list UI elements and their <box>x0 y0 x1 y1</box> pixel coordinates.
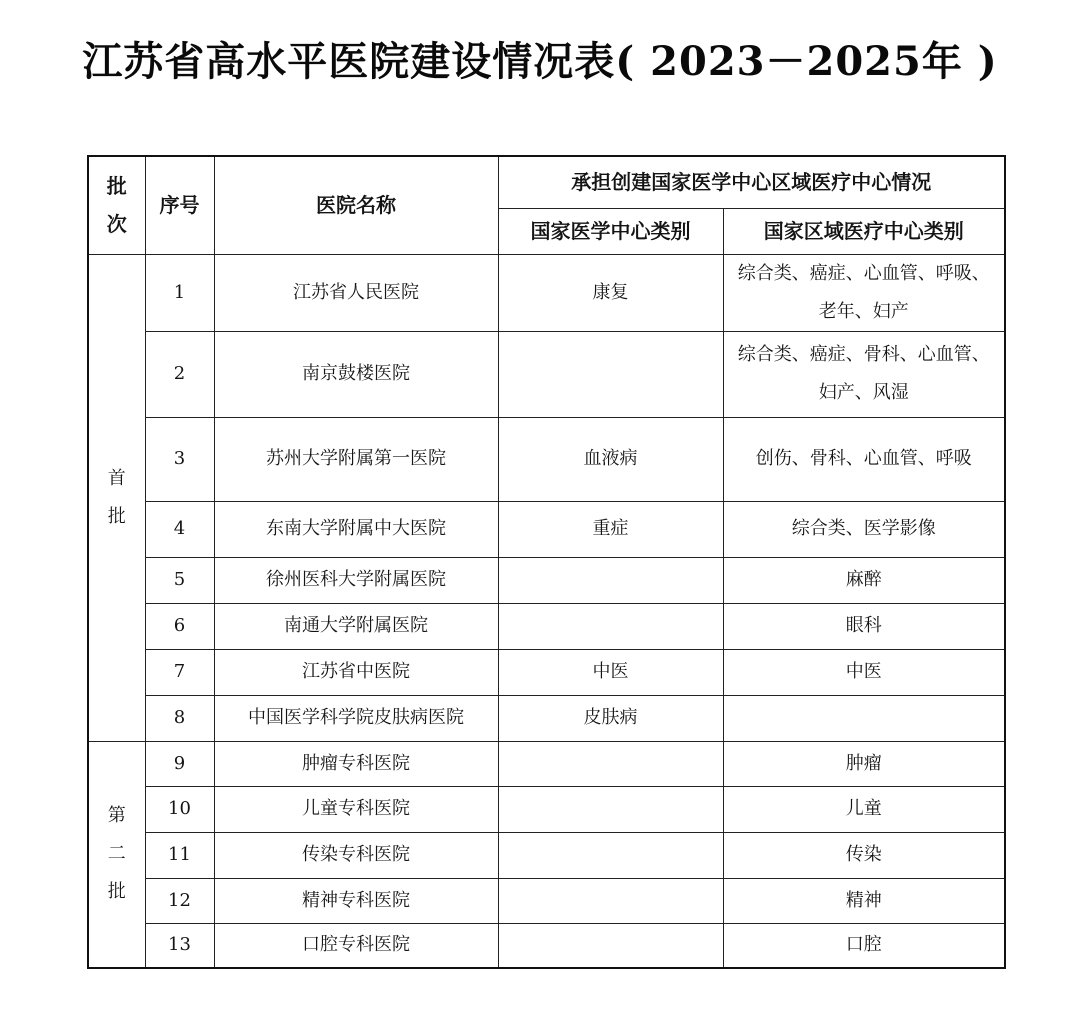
hospital-name-cell: 江苏省中医院 <box>214 649 498 695</box>
batch-label-char: 二 <box>107 843 126 865</box>
national-center-cell <box>498 741 723 786</box>
table-row <box>88 832 1005 878</box>
hospital-table <box>87 155 1006 969</box>
seq-cell: 8 <box>145 695 214 741</box>
seq-cell: 4 <box>145 501 214 557</box>
national-center-cell <box>498 832 723 878</box>
national-center-cell: 皮肤病 <box>498 695 723 741</box>
batch-label-char: 第 <box>107 805 126 827</box>
regional-center-cell: 创伤、骨科、心血管、呼吸 <box>723 417 1005 501</box>
regional-center-cell: 精神 <box>723 878 1005 923</box>
regional-center-cell <box>723 695 1005 741</box>
table-row <box>88 649 1005 695</box>
national-center-cell: 血液病 <box>498 417 723 501</box>
table-row <box>88 741 1005 786</box>
table-row <box>88 417 1005 501</box>
regional-center-cell: 眼科 <box>723 603 1005 649</box>
regional-center-cell: 综合类、医学影像 <box>723 501 1005 557</box>
table-body <box>88 254 1005 968</box>
table-row <box>88 786 1005 832</box>
national-center-cell <box>498 786 723 832</box>
hospital-name-cell: 肿瘤专科医院 <box>214 741 498 786</box>
table-row <box>88 695 1005 741</box>
seq-cell: 11 <box>145 832 214 878</box>
national-center-cell <box>498 603 723 649</box>
header-national-center: 国家医学中心类别 <box>498 208 723 254</box>
batch-label <box>88 254 145 741</box>
table-row <box>88 603 1005 649</box>
hospital-name-cell: 徐州医科大学附属医院 <box>214 557 498 603</box>
hospital-name-cell: 儿童专科医院 <box>214 786 498 832</box>
batch-label-char: 批 <box>107 505 126 527</box>
table-row <box>88 923 1005 968</box>
table-row <box>88 254 1005 331</box>
national-center-cell: 重症 <box>498 501 723 557</box>
hospital-name-cell: 中国医学科学院皮肤病医院 <box>214 695 498 741</box>
batch-label <box>88 741 145 968</box>
regional-center-cell: 传染 <box>723 832 1005 878</box>
seq-cell: 9 <box>145 741 214 786</box>
seq-cell: 6 <box>145 603 214 649</box>
table-row <box>88 557 1005 603</box>
national-center-cell: 中医 <box>498 649 723 695</box>
table-row <box>88 878 1005 923</box>
regional-center-cell: 口腔 <box>723 923 1005 968</box>
seq-cell: 13 <box>145 923 214 968</box>
seq-cell: 2 <box>145 331 214 417</box>
regional-center-cell: 麻醉 <box>723 557 1005 603</box>
hospital-name-cell: 江苏省人民医院 <box>214 254 498 331</box>
hospital-name-cell: 精神专科医院 <box>214 878 498 923</box>
hospital-name-cell: 南通大学附属医院 <box>214 603 498 649</box>
regional-center-cell: 综合类、癌症、骨科、心血管、妇产、风湿 <box>723 331 1005 417</box>
header-hospital-name: 医院名称 <box>214 156 498 254</box>
header-center-group: 承担创建国家医学中心区域医疗中心情况 <box>498 156 1005 208</box>
regional-center-cell: 综合类、癌症、心血管、呼吸、老年、妇产 <box>723 254 1005 331</box>
national-center-cell <box>498 923 723 968</box>
regional-center-cell: 儿童 <box>723 786 1005 832</box>
seq-cell: 5 <box>145 557 214 603</box>
table-row <box>88 331 1005 417</box>
regional-center-cell: 肿瘤 <box>723 741 1005 786</box>
national-center-cell <box>498 557 723 603</box>
seq-cell: 7 <box>145 649 214 695</box>
page-title: 江苏省高水平医院建设情况表( 2023－2025年 ) <box>82 38 998 85</box>
hospital-name-cell: 口腔专科医院 <box>214 923 498 968</box>
hospital-name-cell: 南京鼓楼医院 <box>214 331 498 417</box>
batch-label-char: 批 <box>107 881 126 903</box>
hospital-name-cell: 东南大学附属中大医院 <box>214 501 498 557</box>
national-center-cell <box>498 331 723 417</box>
header-regional-center: 国家区域医疗中心类别 <box>723 208 1005 254</box>
table-row <box>88 501 1005 557</box>
hospital-name-cell: 传染专科医院 <box>214 832 498 878</box>
national-center-cell: 康复 <box>498 254 723 331</box>
seq-cell: 3 <box>145 417 214 501</box>
hospital-name-cell: 苏州大学附属第一医院 <box>214 417 498 501</box>
batch-label-char: 首 <box>107 467 126 489</box>
seq-cell: 10 <box>145 786 214 832</box>
seq-cell: 12 <box>145 878 214 923</box>
seq-cell: 1 <box>145 254 214 331</box>
regional-center-cell: 中医 <box>723 649 1005 695</box>
header-batch: 批次 <box>88 156 145 254</box>
national-center-cell <box>498 878 723 923</box>
header-seq: 序号 <box>145 156 214 254</box>
